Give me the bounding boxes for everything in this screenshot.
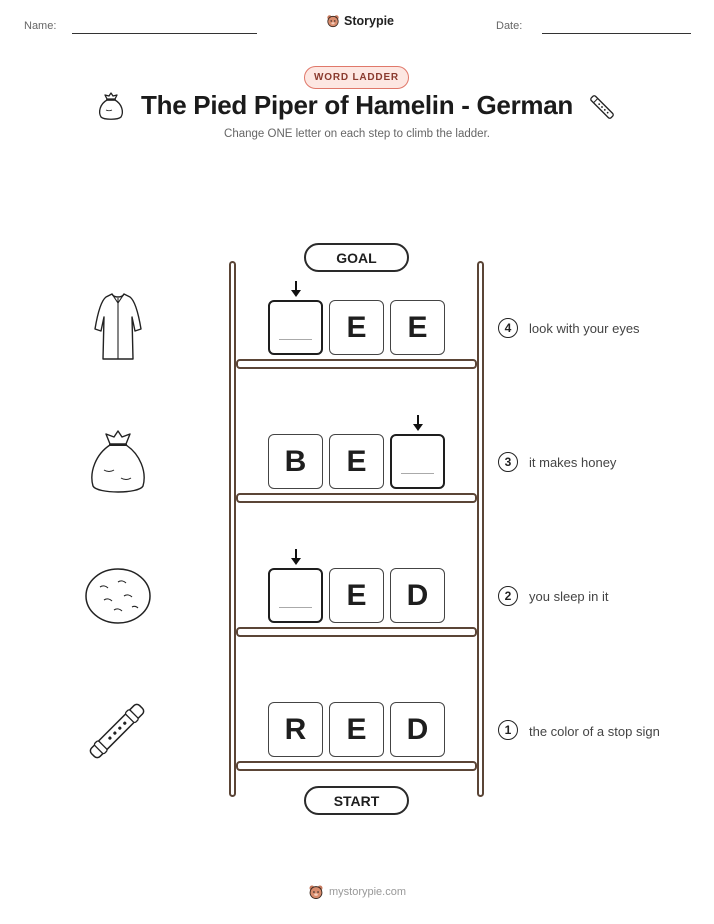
letter-tile: D [390, 702, 445, 757]
coat-icon [92, 291, 144, 363]
clue-text: it makes honey [529, 455, 617, 470]
letter-tile: E [329, 434, 384, 489]
word-ladder-badge: WORD LADDER [304, 66, 409, 89]
letter-tile-blank[interactable] [268, 300, 323, 355]
ladder-rung [236, 493, 477, 503]
clue-text: look with your eyes [529, 321, 640, 336]
ladder-left-rail [229, 261, 236, 797]
clue-text: the color of a stop sign [529, 724, 660, 739]
letter-tile: E [329, 568, 384, 623]
brand [326, 14, 394, 28]
ladder-rung [236, 359, 477, 369]
ladder-rung [236, 627, 477, 637]
bear-logo-icon [308, 884, 324, 900]
clue-text: you sleep in it [529, 589, 609, 604]
letter-tile: E [329, 702, 384, 757]
date-line[interactable] [542, 33, 691, 34]
letter-tile: R [268, 702, 323, 757]
letter-tile: E [329, 300, 384, 355]
recorder-flute-icon [588, 92, 616, 122]
recorder-flute-icon [86, 695, 148, 767]
clue-number: 3 [498, 452, 518, 472]
footer [0, 884, 714, 900]
clue-number: 2 [498, 586, 518, 606]
bear-logo-icon [326, 14, 340, 28]
start-label: START [304, 786, 409, 815]
date-label: Date: [496, 20, 523, 32]
letter-tile-blank[interactable] [268, 568, 323, 623]
page-title: The Pied Piper of Hamelin - German [141, 90, 573, 120]
instructions: Change ONE letter on each step to climb the ladder. [224, 128, 490, 140]
clue-number: 1 [498, 720, 518, 740]
arrow-down-icon [289, 548, 303, 566]
bread-loaf-icon [84, 567, 152, 625]
sack-icon [88, 428, 148, 496]
footer-url[interactable]: mystorypie.com [328, 886, 407, 898]
brand-name: Storypie [344, 14, 395, 28]
name-line[interactable] [72, 33, 257, 34]
ladder-rung [236, 761, 477, 771]
letter-tile: E [390, 300, 445, 355]
arrow-down-icon [411, 414, 425, 432]
goal-label: GOAL [304, 243, 409, 272]
letter-tile: D [390, 568, 445, 623]
letter-tile: B [268, 434, 323, 489]
letter-tile-blank[interactable] [390, 434, 445, 489]
name-label: Name: [24, 20, 57, 32]
arrow-down-icon [289, 280, 303, 298]
ladder-right-rail [477, 261, 484, 797]
clue-number: 4 [498, 318, 518, 338]
